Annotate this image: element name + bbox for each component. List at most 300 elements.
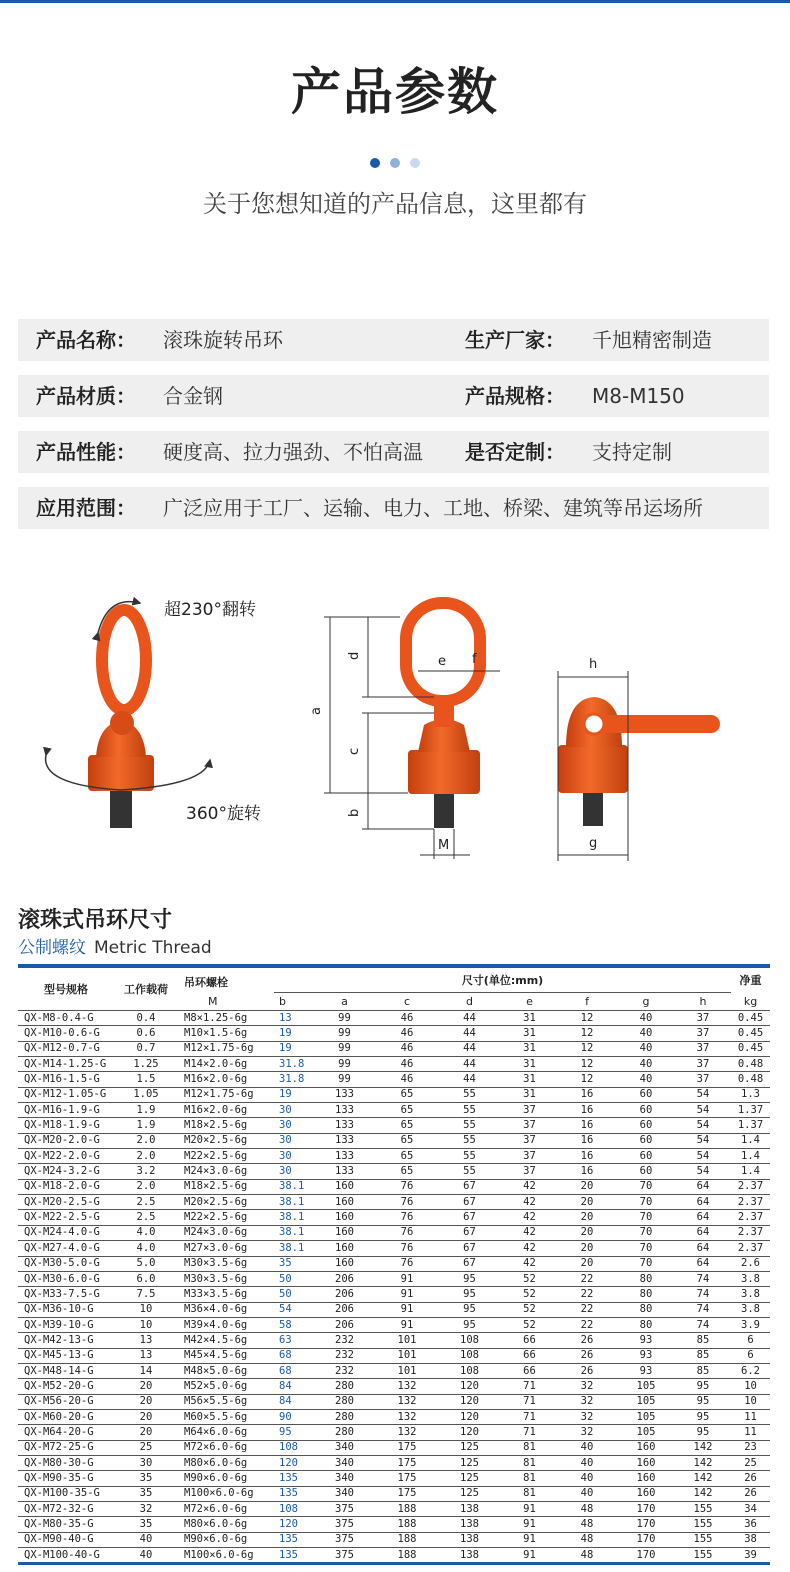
table-cell: 132 (377, 1425, 437, 1440)
table-cell: 20 (557, 1210, 617, 1225)
table-cell: 20 (557, 1256, 617, 1271)
table-cell: 13 (114, 1348, 178, 1363)
table-cell: 188 (377, 1532, 437, 1547)
table-row (18, 1502, 770, 1517)
table-cell: 64 (675, 1241, 731, 1256)
table-cell: M22×2.5-6g (178, 1210, 274, 1225)
table-cell: 160 (312, 1195, 377, 1210)
table-cell: M42×4.5-6g (178, 1333, 274, 1348)
table-cell: M90×6.0-6g (178, 1532, 274, 1547)
table-cell: 12 (557, 1011, 617, 1026)
table-cell: 101 (377, 1363, 437, 1378)
table-cell: 19 (274, 1041, 312, 1056)
table-cell: 74 (675, 1302, 731, 1317)
table-row (18, 1026, 770, 1041)
table-cell: QX-M45-13-G (18, 1348, 114, 1363)
table-cell: 132 (377, 1394, 437, 1409)
table-cell: 22 (557, 1302, 617, 1317)
table-cell: QX-M33-7.5-G (18, 1287, 114, 1302)
table-cell: 40 (557, 1455, 617, 1470)
table-cell: 125 (437, 1486, 502, 1501)
table-cell: 85 (675, 1363, 731, 1378)
table-cell: M10×1.5-6g (178, 1026, 274, 1041)
table-cell: 37 (675, 1072, 731, 1087)
table-cell: 38.1 (274, 1225, 312, 1240)
table-cell: 54 (675, 1087, 731, 1102)
table-cell: 6.0 (114, 1271, 178, 1286)
pagination-dots (0, 153, 790, 172)
table-cell: 66 (502, 1363, 557, 1378)
table-cell: 26 (731, 1486, 770, 1501)
page-subtitle: 关于您想知道的产品信息，这里都有 (203, 190, 587, 218)
table-cell: 108 (274, 1440, 312, 1455)
table-row (18, 1149, 770, 1164)
table-cell: 70 (617, 1241, 675, 1256)
table-row (18, 1317, 770, 1332)
spec-row (18, 319, 769, 361)
table-cell: 10 (114, 1302, 178, 1317)
rotate-label: 360°旋转 (186, 804, 261, 824)
table-cell: 160 (312, 1256, 377, 1271)
dim-label-a: a (309, 707, 324, 715)
table-cell: 66 (502, 1348, 557, 1363)
table-cell: 138 (437, 1532, 502, 1547)
table-cell: 60 (617, 1164, 675, 1179)
table-cell: 38.1 (274, 1210, 312, 1225)
spec-label: 产品性能： (36, 440, 136, 464)
table-cell: 42 (502, 1241, 557, 1256)
table-cell: 340 (312, 1440, 377, 1455)
bolt-thread (583, 790, 603, 826)
table-cell: 81 (502, 1440, 557, 1455)
table-cell: QX-M12-1.05-G (18, 1087, 114, 1102)
table-cell: 38.1 (274, 1179, 312, 1194)
table-cell: 40 (557, 1440, 617, 1455)
table-cell: 1.4 (731, 1149, 770, 1164)
table-cell: 35 (274, 1256, 312, 1271)
table-cell: 70 (617, 1256, 675, 1271)
table-cell: 206 (312, 1317, 377, 1332)
table-cell: 68 (274, 1348, 312, 1363)
table-cell: 55 (437, 1149, 502, 1164)
table-cell: 93 (617, 1348, 675, 1363)
dim-label-f: f (472, 652, 477, 667)
table-cell: QX-M16-1.9-G (18, 1103, 114, 1118)
table-cell: 0.4 (114, 1011, 178, 1026)
table-cell: 0.45 (731, 1026, 770, 1041)
table-cell: 52 (502, 1271, 557, 1286)
table-cell: 105 (617, 1425, 675, 1440)
table-cell: 37 (675, 1057, 731, 1072)
table-row (18, 1241, 770, 1256)
table-cell: 40 (114, 1532, 178, 1547)
table-cell: QX-M24-3.2-G (18, 1164, 114, 1179)
table-cell: QX-M14-1.25-G (18, 1057, 114, 1072)
table-cell: 30 (274, 1118, 312, 1133)
table-cell: 60 (617, 1087, 675, 1102)
header-model: 型号规格 (18, 966, 114, 1011)
subheader-c: c (377, 992, 437, 1011)
section-title: 滚珠式吊环尺寸 (18, 908, 173, 933)
table-cell: M8×1.25-6g (178, 1011, 274, 1026)
table-cell: 280 (312, 1425, 377, 1440)
table-cell: 90 (274, 1409, 312, 1424)
table-cell: 76 (377, 1179, 437, 1194)
table-cell: 85 (675, 1333, 731, 1348)
table-cell: 60 (617, 1103, 675, 1118)
table-cell: 42 (502, 1179, 557, 1194)
table-cell: 37 (502, 1103, 557, 1118)
table-cell: 132 (377, 1409, 437, 1424)
table-cell: 38 (731, 1532, 770, 1547)
table-cell: 64 (675, 1195, 731, 1210)
table-cell: QX-M90-40-G (18, 1532, 114, 1547)
table-cell: M56×5.5-6g (178, 1394, 274, 1409)
table-cell: 80 (617, 1271, 675, 1286)
table-cell: QX-M22-2.0-G (18, 1149, 114, 1164)
subtitle-en: Metric Thread (94, 938, 212, 958)
table-cell: 206 (312, 1271, 377, 1286)
table-cell: 10 (731, 1394, 770, 1409)
spec-value: 支持定制 (592, 440, 672, 464)
table-cell: 37 (675, 1026, 731, 1041)
table-cell: 101 (377, 1333, 437, 1348)
table-cell: 37 (675, 1041, 731, 1056)
table-cell: 1.4 (731, 1164, 770, 1179)
table-cell: 120 (437, 1394, 502, 1409)
table-cell: QX-M16-1.5-G (18, 1072, 114, 1087)
subheader-f: f (557, 992, 617, 1011)
table-cell: 135 (274, 1548, 312, 1564)
product-diagram (0, 585, 790, 875)
table-cell: 6 (731, 1348, 770, 1363)
table-cell: 232 (312, 1348, 377, 1363)
table-cell: 40 (617, 1072, 675, 1087)
subheader-h: h (675, 992, 731, 1011)
table-cell: 31.8 (274, 1072, 312, 1087)
table-cell: 99 (312, 1072, 377, 1087)
table-cell: 160 (617, 1486, 675, 1501)
table-cell: 44 (437, 1072, 502, 1087)
table-cell: 31 (502, 1026, 557, 1041)
table-cell: QX-M72-32-G (18, 1502, 114, 1517)
spec-value: 广泛应用于工厂、运输、电力、工地、桥梁、建筑等吊运场所 (163, 496, 703, 520)
table-cell: 22 (557, 1287, 617, 1302)
table-row (18, 1409, 770, 1424)
table-cell: QX-M18-1.9-G (18, 1118, 114, 1133)
table-cell: 120 (274, 1455, 312, 1470)
top-accent-line (0, 0, 790, 3)
table-cell: 125 (437, 1471, 502, 1486)
spec-label: 是否定制： (465, 440, 565, 464)
table-cell: 81 (502, 1471, 557, 1486)
table-cell: M30×3.5-6g (178, 1271, 274, 1286)
table-cell: 85 (675, 1348, 731, 1363)
table-cell: M72×6.0-6g (178, 1440, 274, 1455)
table-cell: M90×6.0-6g (178, 1471, 274, 1486)
table-cell: 91 (502, 1548, 557, 1564)
table-cell: 5.0 (114, 1256, 178, 1271)
table-cell: 99 (312, 1011, 377, 1026)
section-subtitle (18, 933, 212, 958)
table-cell: 3.8 (731, 1271, 770, 1286)
table-cell: 42 (502, 1210, 557, 1225)
table-cell: 133 (312, 1164, 377, 1179)
table-cell: 2.5 (114, 1210, 178, 1225)
table-cell: M45×4.5-6g (178, 1348, 274, 1363)
table-cell: 280 (312, 1394, 377, 1409)
table-cell: 2.0 (114, 1133, 178, 1148)
table-cell: 20 (557, 1225, 617, 1240)
table-cell: QX-M27-4.0-G (18, 1241, 114, 1256)
table-row (18, 1440, 770, 1455)
table-row (18, 1455, 770, 1470)
table-cell: 52 (502, 1287, 557, 1302)
table-cell: M18×2.5-6g (178, 1179, 274, 1194)
table-row (18, 1486, 770, 1501)
table-cell: 0.45 (731, 1011, 770, 1026)
table-cell: 232 (312, 1363, 377, 1378)
table-cell: 91 (502, 1517, 557, 1532)
table-row (18, 1011, 770, 1026)
table-cell: 4.0 (114, 1225, 178, 1240)
product-front-view (309, 603, 500, 859)
table-cell: 108 (437, 1363, 502, 1378)
table-cell: 99 (312, 1041, 377, 1056)
table-cell: 105 (617, 1409, 675, 1424)
table-cell: 67 (437, 1241, 502, 1256)
table-cell: QX-M56-20-G (18, 1394, 114, 1409)
table-row (18, 1225, 770, 1240)
table-cell: 155 (675, 1548, 731, 1564)
table-row (18, 1425, 770, 1440)
table-cell: 60 (617, 1133, 675, 1148)
table-cell: 93 (617, 1333, 675, 1348)
subtitle-cn: 公制螺纹 (18, 938, 86, 958)
table-cell: 93 (617, 1363, 675, 1378)
table-cell: 133 (312, 1103, 377, 1118)
table-cell: 99 (312, 1057, 377, 1072)
table-cell: 81 (502, 1486, 557, 1501)
table-cell: 12 (557, 1057, 617, 1072)
subheader-e: e (502, 992, 557, 1011)
table-row (18, 1517, 770, 1532)
table-cell: 175 (377, 1455, 437, 1470)
table-cell: 160 (312, 1225, 377, 1240)
table-cell: M60×5.5-6g (178, 1409, 274, 1424)
table-cell: 30 (274, 1164, 312, 1179)
table-cell: 40 (557, 1471, 617, 1486)
table-cell: 340 (312, 1471, 377, 1486)
table-cell: QX-M12-0.7-G (18, 1041, 114, 1056)
table-cell: 30 (114, 1455, 178, 1470)
table-cell: 138 (437, 1502, 502, 1517)
table-cell: 31 (502, 1011, 557, 1026)
table-cell: 55 (437, 1164, 502, 1179)
table-cell: 6 (731, 1333, 770, 1348)
dim-label-b: b (347, 808, 362, 817)
header-bolt: 吊环螺栓 (184, 976, 228, 989)
table-cell: 25 (114, 1440, 178, 1455)
table-cell: 2.37 (731, 1210, 770, 1225)
table-cell: 32 (557, 1379, 617, 1394)
table-cell: 42 (502, 1225, 557, 1240)
table-cell: 175 (377, 1440, 437, 1455)
table-cell: 1.9 (114, 1118, 178, 1133)
spec-label: 产品名称： (36, 328, 136, 352)
table-row (18, 1532, 770, 1547)
table-cell: M20×2.5-6g (178, 1133, 274, 1148)
table-cell: 76 (377, 1195, 437, 1210)
table-cell: 2.37 (731, 1225, 770, 1240)
dim-label-h: h (589, 657, 598, 672)
table-cell: 31 (502, 1087, 557, 1102)
table-row (18, 1103, 770, 1118)
table-cell: M33×3.5-6g (178, 1287, 274, 1302)
table-row (18, 1548, 770, 1564)
table-cell: 46 (377, 1026, 437, 1041)
spec-value: 硬度高、拉力强劲、不怕高温 (163, 440, 423, 464)
table-cell: 65 (377, 1103, 437, 1118)
subheader-g: g (617, 992, 675, 1011)
table-cell: 95 (675, 1379, 731, 1394)
table-cell: 67 (437, 1179, 502, 1194)
product-side-view (558, 657, 720, 861)
table-cell: 91 (377, 1271, 437, 1286)
table-cell: 80 (617, 1317, 675, 1332)
table-cell: 35 (114, 1486, 178, 1501)
table-cell: 3.8 (731, 1302, 770, 1317)
table-cell: 71 (502, 1409, 557, 1424)
table-cell: 2.37 (731, 1195, 770, 1210)
table-cell: QX-M39-10-G (18, 1317, 114, 1332)
table-cell: 91 (377, 1302, 437, 1317)
table-cell: QX-M20-2.0-G (18, 1133, 114, 1148)
table-cell: 81 (502, 1455, 557, 1470)
table-cell: 58 (274, 1317, 312, 1332)
table-cell: 16 (557, 1103, 617, 1118)
table-cell: 74 (675, 1287, 731, 1302)
table-cell: QX-M48-14-G (18, 1363, 114, 1378)
table-cell: QX-M18-2.0-G (18, 1179, 114, 1194)
table-cell: 20 (557, 1241, 617, 1256)
table-cell: 1.5 (114, 1072, 178, 1087)
table-cell: 64 (675, 1256, 731, 1271)
table-cell: 66 (502, 1333, 557, 1348)
table-cell: QX-M60-20-G (18, 1409, 114, 1424)
table-cell: 0.48 (731, 1072, 770, 1087)
table-row (18, 1164, 770, 1179)
table-cell: 19 (274, 1026, 312, 1041)
table-cell: 375 (312, 1548, 377, 1564)
table-row (18, 1041, 770, 1056)
table-cell: 0.6 (114, 1026, 178, 1041)
table-cell: 42 (502, 1195, 557, 1210)
table-row (18, 1072, 770, 1087)
table-cell: 32 (557, 1425, 617, 1440)
table-cell: 95 (675, 1425, 731, 1440)
spec-value: 合金钢 (163, 384, 223, 408)
table-cell: 54 (274, 1302, 312, 1317)
table-cell: 135 (274, 1532, 312, 1547)
table-cell: M14×2.0-6g (178, 1057, 274, 1072)
table-cell: 105 (617, 1379, 675, 1394)
table-cell: 48 (557, 1502, 617, 1517)
table-cell: M27×3.0-6g (178, 1241, 274, 1256)
spec-row (18, 431, 769, 473)
table-cell: 108 (437, 1333, 502, 1348)
table-cell: QX-M80-35-G (18, 1517, 114, 1532)
table-cell: 30 (274, 1149, 312, 1164)
table-cell: 64 (675, 1210, 731, 1225)
table-cell: 46 (377, 1072, 437, 1087)
subheader-b: b (274, 992, 312, 1011)
table-cell: M72×6.0-6g (178, 1502, 274, 1517)
dot-2 (390, 158, 400, 168)
table-cell: 22 (557, 1317, 617, 1332)
table-cell: QX-M30-6.0-G (18, 1271, 114, 1286)
spec-label: 产品规格： (465, 384, 565, 408)
table-row (18, 1179, 770, 1194)
table-cell: 1.37 (731, 1118, 770, 1133)
table-cell: 44 (437, 1057, 502, 1072)
table-cell: 95 (274, 1425, 312, 1440)
table-cell: 142 (675, 1486, 731, 1501)
table-cell: 0.45 (731, 1041, 770, 1056)
table-cell: QX-M90-35-G (18, 1471, 114, 1486)
table-cell: 54 (675, 1103, 731, 1118)
table-cell: 30 (274, 1133, 312, 1148)
table-cell: 1.4 (731, 1133, 770, 1148)
table-cell: QX-M42-13-G (18, 1333, 114, 1348)
table-cell: 1.37 (731, 1103, 770, 1118)
table-row (18, 1363, 770, 1378)
table-cell: M36×4.0-6g (178, 1302, 274, 1317)
table-cell: 1.9 (114, 1103, 178, 1118)
table-cell: 16 (557, 1149, 617, 1164)
table-cell: 22 (557, 1271, 617, 1286)
table-row (18, 1287, 770, 1302)
table-cell: 160 (617, 1471, 675, 1486)
table-cell: 23 (731, 1440, 770, 1455)
table-cell: 160 (312, 1179, 377, 1194)
table-cell: 133 (312, 1087, 377, 1102)
table-row (18, 1087, 770, 1102)
table-cell: 95 (437, 1287, 502, 1302)
table-row (18, 1210, 770, 1225)
table-cell: 155 (675, 1532, 731, 1547)
table-cell: 38.1 (274, 1241, 312, 1256)
table-cell: 16 (557, 1087, 617, 1102)
table-cell: M100×6.0-6g (178, 1548, 274, 1564)
table-cell: 91 (502, 1502, 557, 1517)
header-load: 工作载荷 (114, 966, 178, 1011)
table-cell: 65 (377, 1133, 437, 1148)
table-cell: 1.25 (114, 1057, 178, 1072)
table-cell: 35 (114, 1517, 178, 1532)
table-cell: 67 (437, 1225, 502, 1240)
table-cell: 10 (114, 1317, 178, 1332)
table-cell: 65 (377, 1149, 437, 1164)
table-cell: 37 (502, 1149, 557, 1164)
table-cell: QX-M36-10-G (18, 1302, 114, 1317)
table-cell: 340 (312, 1486, 377, 1501)
table-cell: 14 (114, 1363, 178, 1378)
table-cell: 160 (312, 1241, 377, 1256)
spec-label: 应用范围： (36, 496, 136, 520)
bolt-thread (110, 788, 132, 828)
spec-label: 产品材质： (36, 384, 136, 408)
